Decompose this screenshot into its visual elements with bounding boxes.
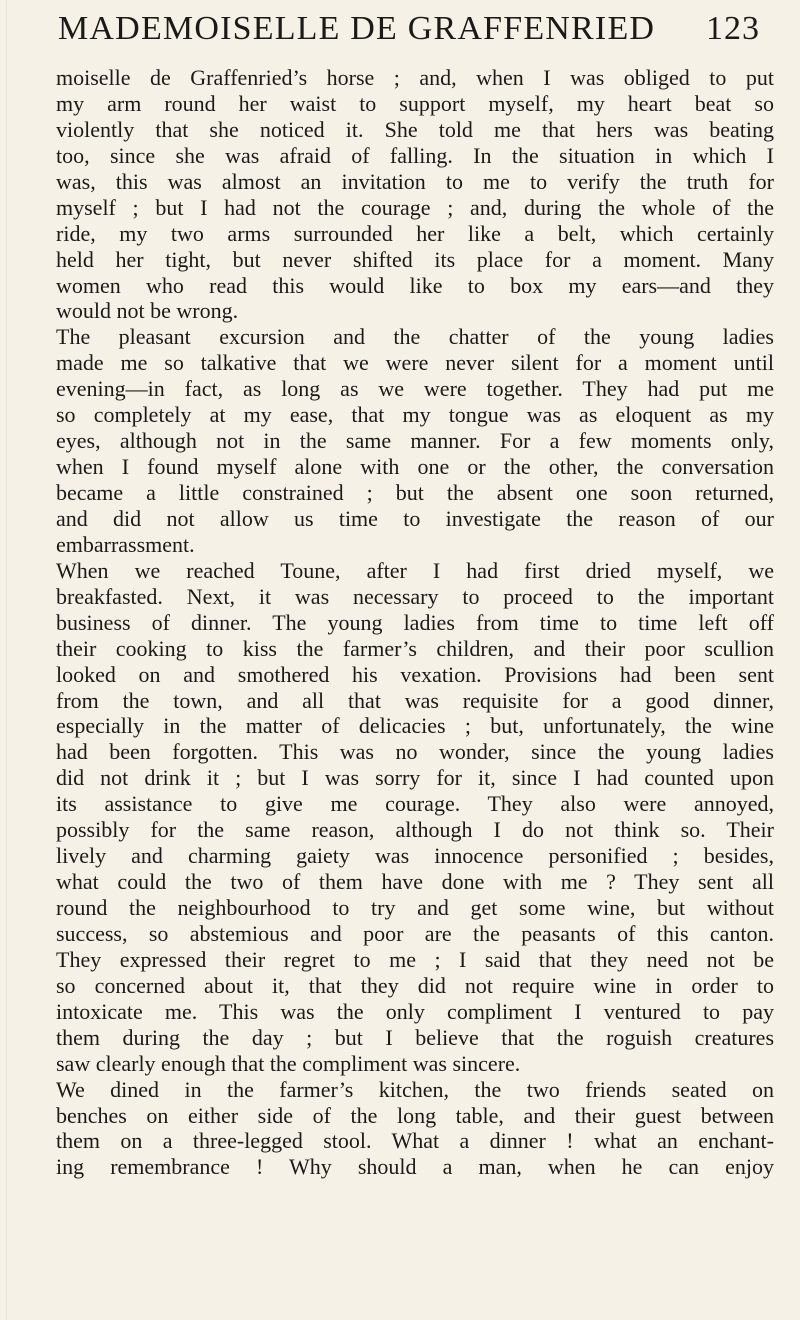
text-line: what could the two of them have done with me ? They sent all [56, 869, 774, 895]
text-line: intoxicate me. This was the only compliment I ventured to pay [56, 998, 774, 1024]
text-line: was, this was almost an invitation to me to verify the truth for [56, 168, 774, 194]
text-line: The pleasant excursion and the chatter of the young ladies [56, 324, 774, 350]
text-line: their cooking to kiss the farmer’s children, and their poor scullion [56, 635, 774, 661]
text-line: so completely at my ease, that my tongue was as eloquent as my [56, 402, 774, 428]
text-line: so concerned about it, that they did not require wine in order to [56, 972, 774, 998]
body-text [56, 65, 774, 1180]
text-line: embarrassment. [56, 531, 195, 557]
text-line: violently that she noticed it. She told me that hers was beating [56, 116, 774, 142]
text-line: lively and charming gaiety was innocence personified ; besides, [56, 843, 774, 869]
text-line: ride, my two arms surrounded her like a belt, which certainly [56, 220, 774, 246]
text-line: success, so abstemious and poor are the peasants of this canton. [56, 920, 774, 946]
text-line: breakfasted. Next, it was necessary to proceed to the important [56, 583, 774, 609]
page-edge-shadow [6, 0, 7, 1320]
text-line: especially in the matter of delicacies ; but, unfortunately, the wine [56, 713, 774, 739]
text-line: and did not allow us time to investigate the reason of our [56, 505, 774, 531]
text-line: when I found myself alone with one or the other, the conversation [56, 454, 774, 480]
text-line: saw clearly enough that the compliment was sincere. [56, 1050, 521, 1076]
text-line: myself ; but I had not the courage ; and, during the whole of the [56, 194, 774, 220]
text-line: my arm round her waist to support myself, my heart beat so [56, 90, 774, 116]
text-line: its assistance to give me courage. They also were annoyed, [56, 791, 774, 817]
text-line: benches on either side of the long table, and their guest between [56, 1102, 774, 1128]
text-line: ing remembrance ! Why should a man, when he can enjoy [56, 1154, 774, 1180]
text-line: made me so talkative that we were never silent for a moment until [56, 350, 774, 376]
text-line: women who read this would like to box my ears—and they [56, 272, 774, 298]
text-line: became a little constrained ; but the absent one soon returned, [56, 480, 774, 505]
text-line: them on a three-legged stool. What a dinner ! what an enchant- [56, 1128, 774, 1154]
text-line: from the town, and all that was requisite for a good dinner, [56, 687, 774, 713]
text-line: moiselle de Graffenried’s horse ; and, when I was obliged to put [56, 65, 774, 90]
text-line: possibly for the same reason, although I do not think so. Their [56, 817, 774, 843]
text-line: round the neighbourhood to try and get some wine, but without [56, 895, 774, 920]
text-line: them during the day ; but I believe that the roguish creatures [56, 1024, 774, 1050]
text-line: held her tight, but never shifted its place for a moment. Many [56, 246, 774, 272]
text-line: business of dinner. The young ladies from time to time left off [56, 609, 774, 635]
text-line: They expressed their regret to me ; I said that they need not be [56, 946, 774, 972]
text-line: looked on and smothered his vexation. Provisions had been sent [56, 661, 774, 687]
text-line: would not be wrong. [56, 298, 239, 324]
text-line: did not drink it ; but I was sorry for it, since I had counted upon [56, 765, 774, 791]
text-line: When we reached Toune, after I had first dried myself, we [56, 557, 774, 583]
text-line: eyes, although not in the same manner. For a few moments only, [56, 428, 774, 454]
running-header [0, 2, 800, 66]
page-number: 123 [706, 10, 760, 47]
running-head-title: MADEMOISELLE DE GRAFFENRIED [58, 10, 656, 47]
text-line: too, since she was afraid of falling. In the situation in which I [56, 142, 774, 168]
text-line: had been forgotten. This was no wonder, since the young ladies [56, 739, 774, 765]
text-line: evening—in fact, as long as we were together. They had put me [56, 376, 774, 402]
text-line: We dined in the farmer’s kitchen, the two friends seated on [56, 1076, 774, 1102]
